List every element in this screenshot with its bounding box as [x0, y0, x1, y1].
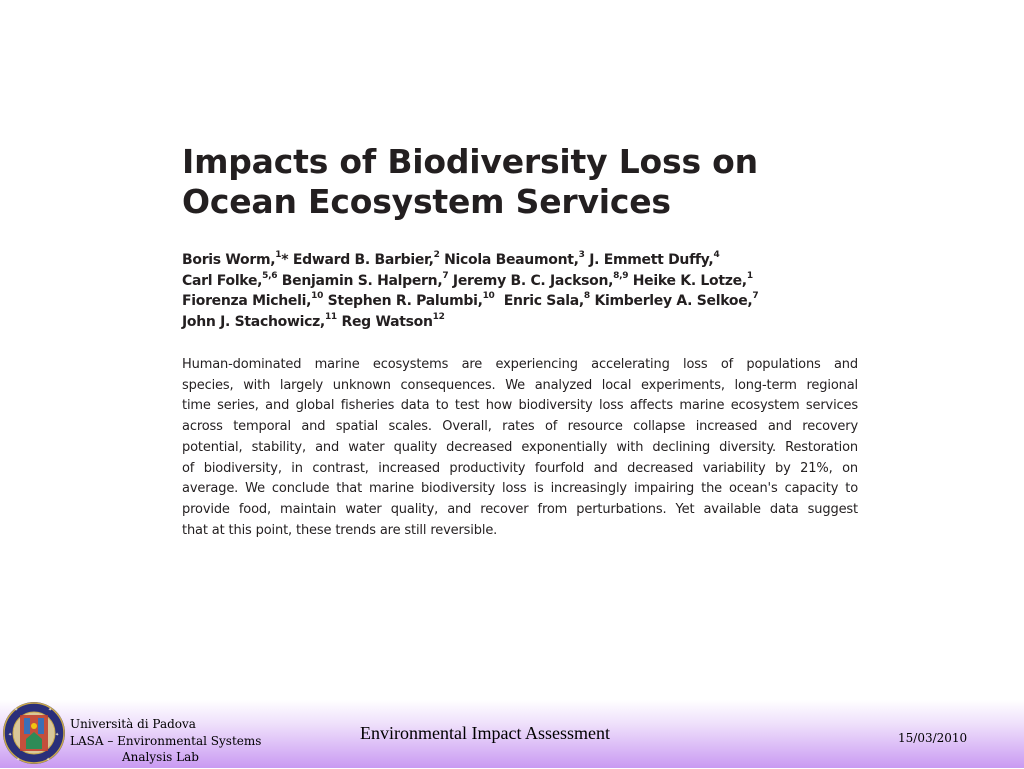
author-name: Benjamin S. Halpern, — [281, 272, 443, 289]
author-affiliation: 7 — [752, 291, 759, 301]
author-affiliation: 11 — [324, 311, 337, 322]
abstract-line: provide food, maintain water quality, and recover from perturbations. Yet available data suggest — [182, 501, 858, 517]
footer-date: 15/03/2010 — [898, 731, 968, 745]
university-seal-icon — [2, 701, 66, 765]
abstract-line: species, with largely unknown consequences. We analyzed local experiments, long-term regional — [182, 377, 858, 393]
author-affiliation: 1 — [275, 250, 282, 260]
abstract — [182, 355, 858, 541]
author-name: Reg Watson — [341, 313, 433, 330]
author-name: Kimberley A. Selkoe, — [594, 293, 753, 309]
author-line — [182, 250, 822, 271]
svg-text:✦: ✦ — [48, 707, 53, 713]
svg-text:✦: ✦ — [16, 757, 21, 763]
footer-affiliation — [70, 716, 330, 766]
abstract-line: across temporal and spatial scales. Overall, rates of resource collapse increased and recovery — [182, 419, 858, 435]
paper-title-line: Impacts of Biodiversity Loss on — [182, 142, 758, 181]
author-name: Enric Sala, — [503, 293, 584, 309]
affiliation-line: Università di Padova — [70, 717, 196, 731]
author-affiliation: 1 — [746, 270, 753, 281]
svg-text:✦: ✦ — [46, 757, 51, 763]
author-name: Jeremy B. C. Jackson, — [452, 272, 614, 289]
author-name: Carl Folke, — [182, 272, 263, 289]
author-affiliation: 4 — [713, 250, 720, 260]
author-line — [182, 291, 822, 312]
abstract-line: that at this point, these trends are still reversible. — [182, 522, 498, 538]
author-name: Heike K. Lotze, — [632, 272, 747, 289]
author-affiliation: 5,6 — [262, 270, 278, 281]
author-affiliation: 10 — [311, 291, 324, 301]
abstract-line: time series, and global fisheries data to test how biodiversity loss affects marine ecosystem services — [182, 398, 858, 414]
author-affiliation: 8,9 — [613, 270, 629, 281]
footer-title: Environmental Impact Assessment — [360, 723, 610, 743]
author-name: J. Emmett Duffy, — [589, 252, 714, 268]
author-affiliation: 8 — [583, 291, 590, 301]
author-line — [182, 312, 822, 333]
paper-title-line: Ocean Ecosystem Services — [182, 182, 671, 221]
author-suffix: * — [281, 252, 293, 268]
author-suffix — [495, 293, 504, 309]
author-affiliation: 7 — [442, 270, 449, 281]
author-name: John J. Stachowicz, — [182, 313, 325, 330]
author-affiliation: 12 — [432, 311, 445, 322]
author-affiliation: 10 — [482, 291, 495, 301]
author-affiliation: 2 — [433, 250, 440, 260]
author-affiliation: 3 — [578, 250, 585, 260]
paper-title — [182, 142, 782, 222]
svg-text:✦: ✦ — [55, 732, 60, 738]
author-name: Boris Worm, — [182, 252, 276, 268]
author-name: Stephen R. Palumbi, — [327, 293, 483, 309]
affiliation-line: Analysis Lab — [122, 750, 199, 764]
abstract-line: of biodiversity, in contrast, increased productivity fourfold and decreased variability by 21%, on — [182, 460, 858, 476]
abstract-line: potential, stability, and water quality decreased exponentially with declining diversity. Restoration — [182, 439, 858, 455]
author-name: Fiorenza Micheli, — [182, 293, 312, 309]
author-name: Nicola Beaumont, — [444, 252, 579, 268]
author-list — [182, 250, 822, 332]
svg-text:✦: ✦ — [14, 707, 19, 713]
author-name: Edward B. Barbier, — [292, 252, 434, 268]
svg-text:✦: ✦ — [8, 732, 13, 738]
abstract-line: average. We conclude that marine biodiversity loss is increasingly impairing the ocean's capacity to — [182, 481, 858, 497]
abstract-line: Human-dominated marine ecosystems are experiencing accelerating loss of populations and — [182, 357, 858, 372]
affiliation-line: LASA – Environmental Systems — [70, 733, 262, 748]
author-line — [182, 271, 822, 292]
